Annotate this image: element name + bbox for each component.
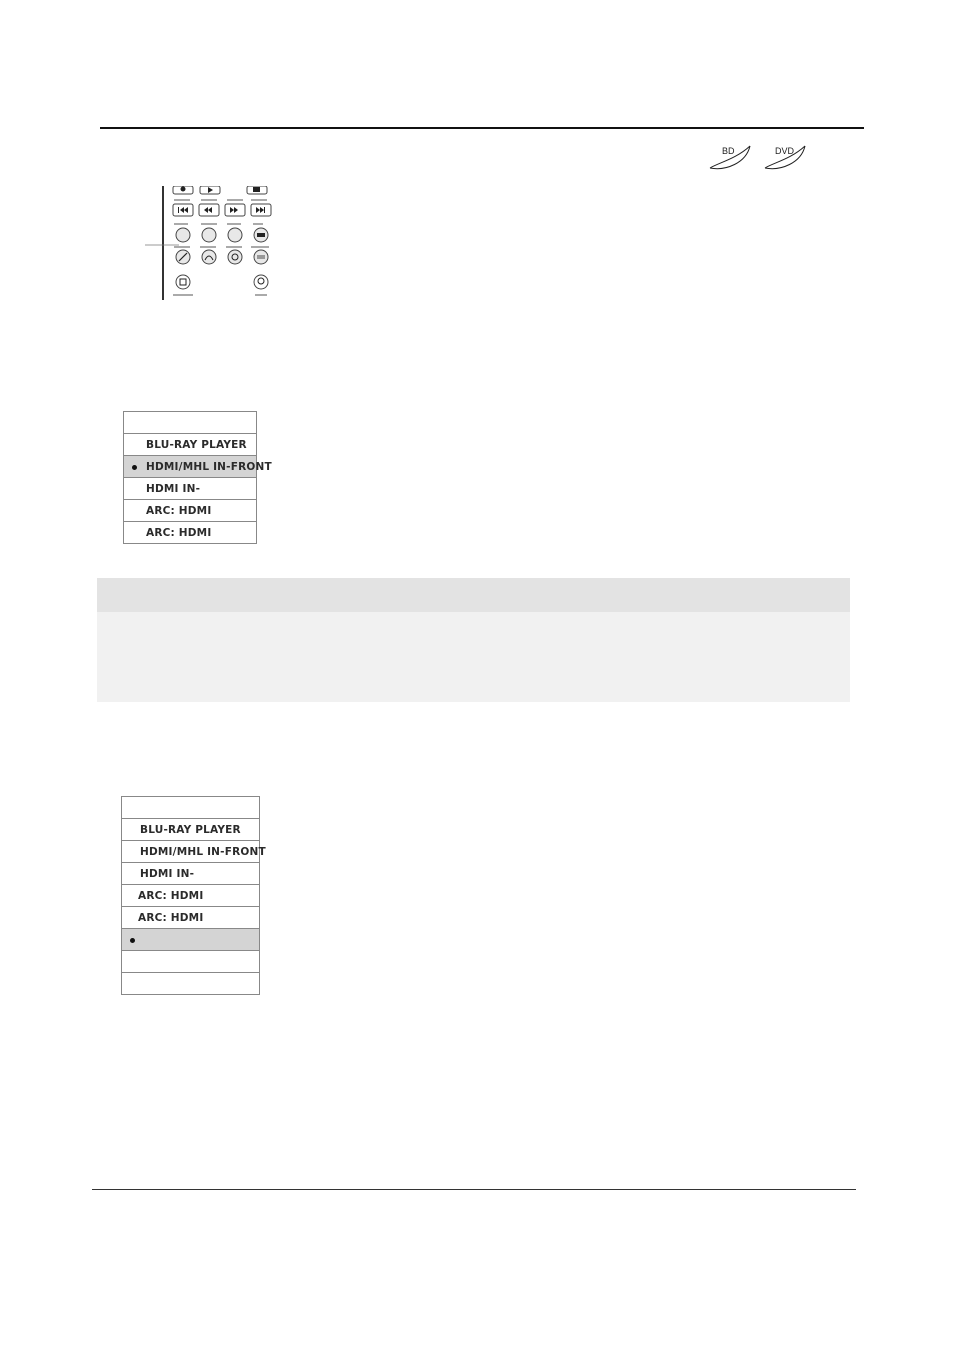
menu-item-arc-hdmi[interactable] bbox=[122, 906, 259, 928]
menu-item-arc-hdmi[interactable] bbox=[122, 884, 259, 906]
menu-item-hdmi-mhl-in-front[interactable] bbox=[124, 455, 272, 477]
menu-item-label: HDMI/MHL IN-FRONT bbox=[140, 846, 266, 858]
menu-item-label: HDMI/MHL IN-FRONT bbox=[146, 461, 272, 473]
menu-item-label: HDMI IN- bbox=[140, 868, 195, 880]
header-rule bbox=[100, 127, 864, 129]
menu-header bbox=[124, 412, 256, 433]
dvd-disc-label: DVD bbox=[775, 146, 795, 156]
menu-item-blu-ray-player[interactable] bbox=[124, 433, 256, 455]
menu-item-arc-hdmi[interactable] bbox=[124, 499, 256, 521]
menu-item-selected-blank[interactable] bbox=[122, 928, 259, 950]
menu-item-blank[interactable] bbox=[122, 950, 259, 972]
menu-item-blu-ray-player[interactable] bbox=[122, 818, 259, 840]
input-source-menu bbox=[123, 411, 272, 544]
input-source-menu-extended bbox=[121, 796, 266, 995]
menu-item-label: ARC: HDMI bbox=[146, 505, 212, 517]
note-body bbox=[97, 612, 850, 702]
selected-bullet-icon bbox=[132, 465, 137, 470]
bd-disc-badge bbox=[706, 141, 756, 171]
bd-disc-label: BD bbox=[722, 146, 735, 156]
menu-item-label: BLU-RAY PLAYER bbox=[146, 439, 247, 451]
menu-item-blank[interactable] bbox=[122, 972, 259, 994]
footer-rule bbox=[92, 1189, 856, 1190]
menu-item-label: ARC: HDMI bbox=[138, 890, 204, 902]
dvd-disc-badge bbox=[761, 141, 811, 171]
menu-header bbox=[122, 797, 259, 818]
menu-item-hdmi-in[interactable] bbox=[124, 477, 256, 499]
selected-bullet-icon bbox=[130, 938, 135, 943]
note-header-bar bbox=[97, 578, 850, 612]
menu-item-label: ARC: HDMI bbox=[138, 912, 204, 924]
menu-item-hdmi-mhl-in-front[interactable] bbox=[122, 840, 266, 862]
remote-control-illustration bbox=[145, 186, 275, 302]
menu-item-label: BLU-RAY PLAYER bbox=[140, 824, 241, 836]
remote-control-icon bbox=[145, 186, 275, 302]
dvd-disc-icon bbox=[761, 141, 811, 171]
bd-disc-icon bbox=[706, 141, 756, 171]
menu-item-label: HDMI IN- bbox=[146, 483, 201, 495]
menu-item-arc-hdmi[interactable] bbox=[124, 521, 256, 543]
menu-item-label: ARC: HDMI bbox=[146, 527, 212, 539]
menu-item-hdmi-in[interactable] bbox=[122, 862, 259, 884]
